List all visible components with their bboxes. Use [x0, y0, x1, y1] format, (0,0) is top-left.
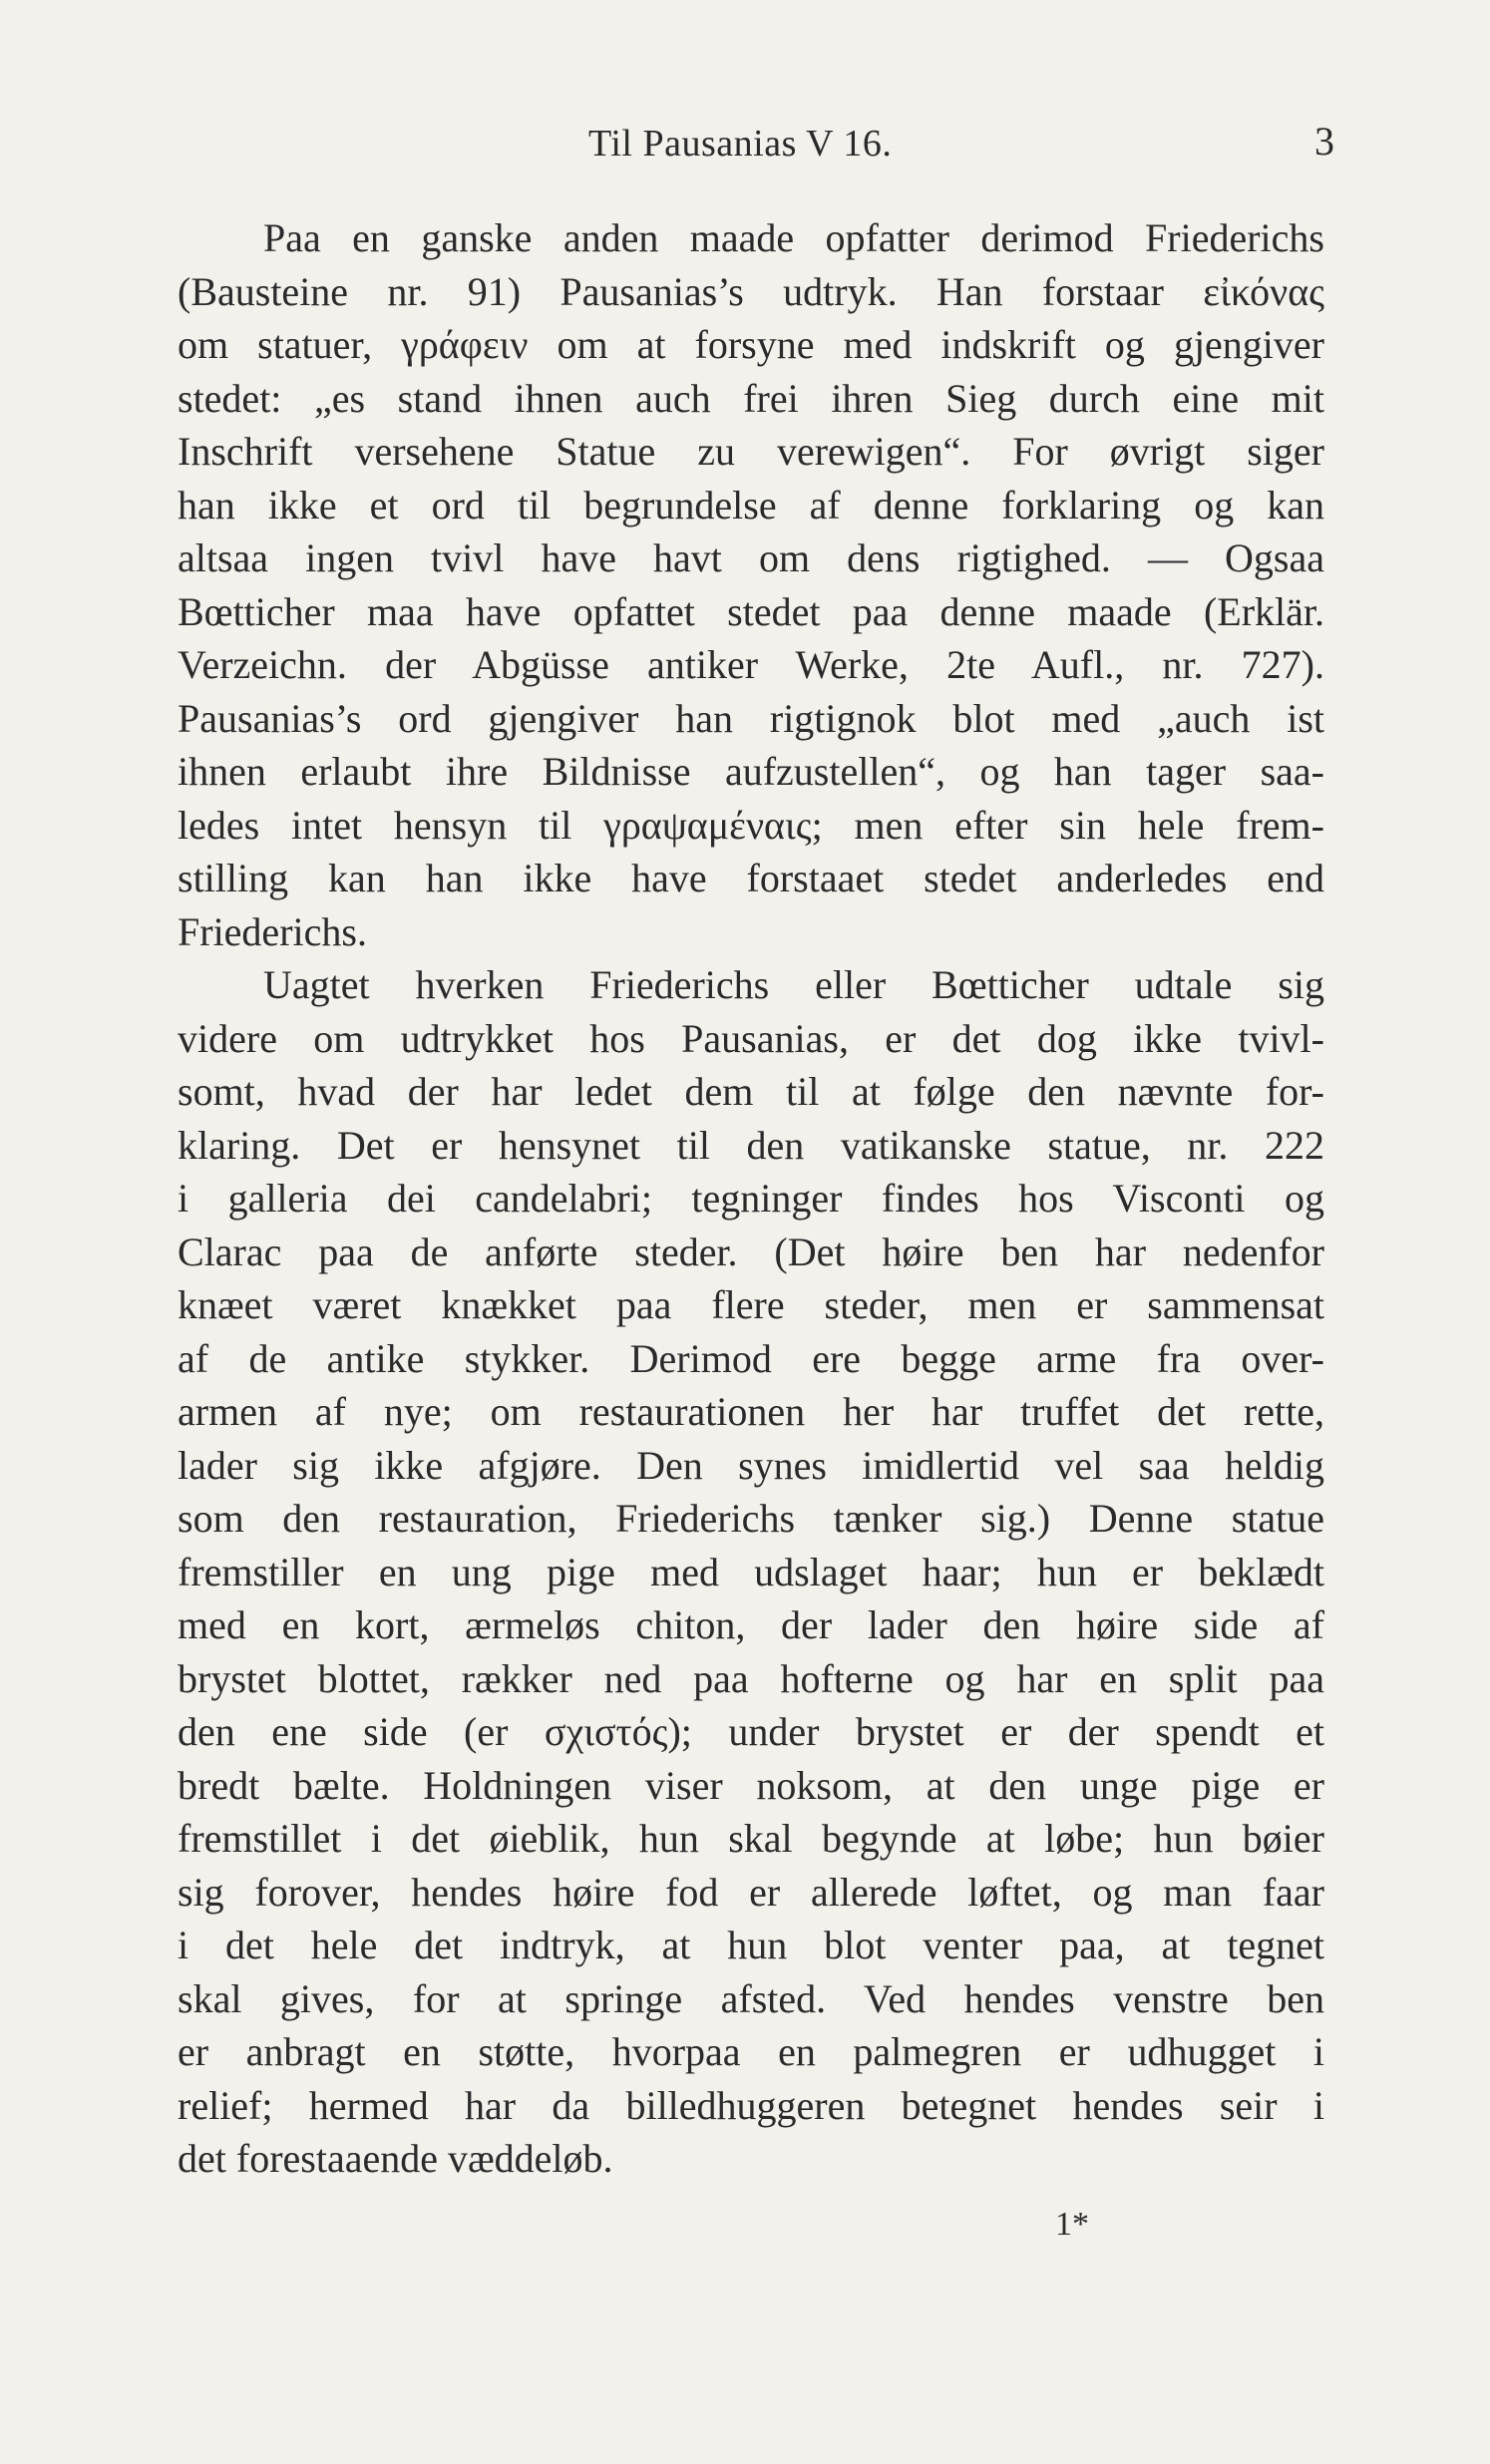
- text-line: videre om udtrykket hos Pausanias, er det dog ikke tvivl-: [178, 1015, 1324, 1061]
- text-line: altsaa ingen tvivl have havt om dens rigtighed. — Ogsaa: [178, 535, 1324, 580]
- page-number: 3: [1314, 119, 1334, 164]
- signature-mark: 1*: [1055, 2206, 1089, 2243]
- text-line: af de antike stykker. Derimod ere begge arme fra over-: [178, 1335, 1324, 1381]
- body-text: [178, 211, 1324, 2186]
- text-line: det forestaaende væddeløb.: [178, 2136, 613, 2181]
- text-line: brystet blottet, rækker ned paa hofterne og har en split paa: [178, 1655, 1324, 1701]
- text-line: knæet været knækket paa flere steder, men er sammensat: [178, 1282, 1324, 1327]
- text-line: stedet: „es stand ihnen auch frei ihren Sieg durch eine mit: [178, 375, 1324, 421]
- text-line: Uagtet hverken Friederichs eller Bœtticher udtale sig: [263, 962, 1324, 1007]
- text-line: Pausanias’s ord gjengiver han rigtignok blot med „auch ist: [178, 695, 1324, 741]
- text-line: i det hele det indtryk, at hun blot venter paa, at tegnet: [178, 1923, 1324, 1967]
- text-line: armen af nye; om restaurationen her har truffet det rette,: [178, 1389, 1324, 1434]
- text-line: Friederichs.: [178, 908, 367, 954]
- text-line: om statuer, γράφειν om at forsyne med indskrift og gjengiver: [178, 322, 1324, 367]
- text-line: han ikke et ord til begrundelse af denne forklaring og kan: [178, 482, 1324, 528]
- text-line: ledes intet hensyn til γραψαμέναις; men efter sin hele frem-: [178, 802, 1324, 848]
- text-line: lader sig ikke afgjøre. Den synes imidlertid vel saa heldig: [178, 1442, 1324, 1488]
- text-line: som den restauration, Friederichs tænker sig.) Denne statue: [178, 1496, 1324, 1541]
- text-line: Inschrift versehene Statue zu verewigen“. For øvrigt siger: [178, 429, 1324, 474]
- text-line: i galleria dei candelabri; tegninger findes hos Visconti og: [178, 1176, 1324, 1221]
- text-line: fremstillet i det øieblik, hun skal begynde at løbe; hun bøier: [178, 1816, 1324, 1861]
- text-line: bredt bælte. Holdningen viser noksom, at den unge pige er: [178, 1762, 1324, 1808]
- text-line: sig forover, hendes høire fod er allerede løftet, og man faar: [178, 1869, 1324, 1915]
- text-line: Verzeichn. der Abgüsse antiker Werke, 2te Aufl., nr. 727).: [178, 642, 1324, 687]
- text-line: Clarac paa de anførte steder. (Det høire ben har nedenfor: [178, 1229, 1324, 1274]
- text-line: (Bausteine nr. 91) Pausanias’s udtryk. Han forstaar εἰκόνας: [178, 268, 1324, 314]
- text-line: Paa en ganske anden maade opfatter derimod Friederichs: [263, 215, 1324, 260]
- text-line: ihnen erlaubt ihre Bildnisse aufzustellen“, og han tager saa-: [178, 749, 1324, 794]
- text-line: Bœtticher maa have opfattet stedet paa denne maade (Erklär.: [178, 588, 1324, 634]
- text-line: skal gives, for at springe afsted. Ved hendes venstre ben: [178, 1975, 1324, 2021]
- text-line: somt, hvad der har ledet dem til at følge den nævnte for-: [178, 1069, 1324, 1114]
- text-line: den ene side (er σχιστός); under brystet er der spendt et: [178, 1709, 1324, 1754]
- text-line: fremstiller en ung pige med udslaget haar; hun er beklædt: [178, 1549, 1324, 1594]
- text-line: med en kort, ærmeløs chiton, der lader den høire side af: [178, 1602, 1324, 1647]
- text-line: klaring. Det er hensynet til den vatikanske statue, nr. 222: [178, 1122, 1324, 1168]
- text-line: stilling kan han ikke have forstaaet stedet anderledes end: [178, 856, 1324, 900]
- running-head: Til Pausanias V 16.: [588, 123, 893, 165]
- text-line: relief; hermed har da billedhuggeren betegnet hendes seir i: [178, 2082, 1324, 2128]
- text-line: er anbragt en støtte, hvorpaa en palmegren er udhugget i: [178, 2029, 1324, 2074]
